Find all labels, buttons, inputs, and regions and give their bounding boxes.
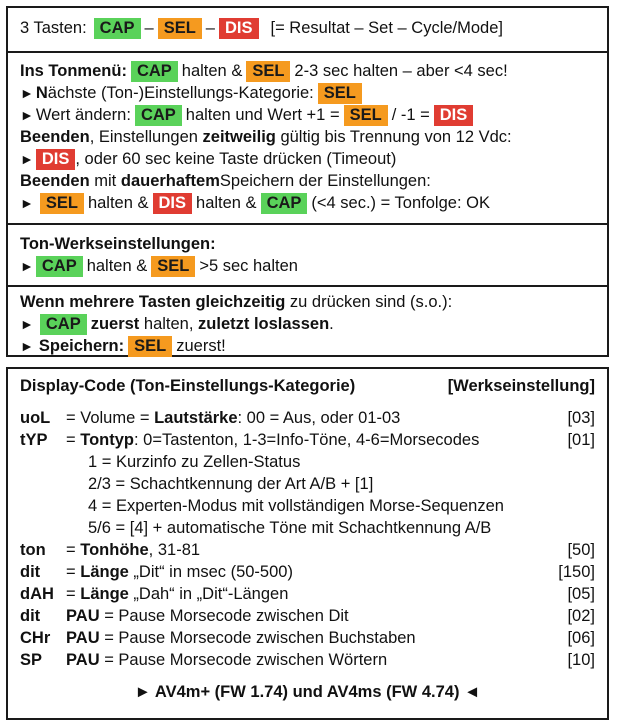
description <box>66 583 567 605</box>
text: Länge <box>80 585 129 603</box>
sel-button: SEL <box>246 61 290 82</box>
code-row <box>20 407 595 429</box>
text: zu drücken sind (s.o.): <box>285 293 453 311</box>
arrow-icon: ► <box>20 85 34 101</box>
text: 2/3 = Schachtkennung der Art A/B + [1] <box>88 475 374 493</box>
text: . <box>329 315 334 333</box>
description <box>66 627 567 649</box>
menu-heading: Ins Tonmenü: <box>20 62 127 80</box>
text: gültig bis Trennung von 12 Vdc: <box>275 128 512 146</box>
arrow-icon: ► <box>20 316 34 332</box>
dash: – <box>144 19 154 37</box>
description <box>66 429 567 451</box>
text: halten & <box>181 62 243 80</box>
text: zuerst! <box>176 337 226 355</box>
text: ächste (Ton-)Einstellungs-Kategorie: <box>47 84 314 102</box>
multi-section <box>8 285 607 355</box>
text: gleichzeitig <box>195 293 286 311</box>
code-row <box>20 605 595 627</box>
text: : 0=Tastenton, 1-3=Info-Töne, 4-6=Morsecodes <box>134 431 480 449</box>
code-row <box>20 583 595 605</box>
menu-line-6 <box>20 170 595 192</box>
text: PAU <box>66 629 100 647</box>
dis-button: DIS <box>219 18 259 39</box>
code: CHr <box>20 629 51 647</box>
sub-item <box>20 451 595 473</box>
value: [05] <box>567 585 595 603</box>
cap-button: CAP <box>94 18 141 39</box>
menu-line-1 <box>20 60 595 82</box>
factory-section <box>8 223 607 285</box>
dis-button: DIS <box>434 105 474 126</box>
value: [03] <box>567 409 595 427</box>
text: Ton-Werkseinstellungen: <box>20 235 216 253</box>
display-title-row <box>20 375 595 397</box>
text: zuletzt loslassen <box>198 315 330 333</box>
sub-item <box>20 473 595 495</box>
text: Speichern der Einstellungen: <box>219 172 431 190</box>
factory-line <box>20 255 595 277</box>
text: halten und Wert +1 = <box>185 106 340 124</box>
arrow-icon: ► <box>20 338 34 354</box>
text: = <box>66 431 81 449</box>
text: PAU <box>66 607 100 625</box>
value: [06] <box>567 629 595 647</box>
arrow-icon: ► <box>20 151 34 167</box>
text: 4 = Experten-Modus mit vollständigen Morse-Sequenzen <box>88 497 504 515</box>
value: [150] <box>558 563 595 581</box>
dash: – <box>205 19 215 37</box>
text: , 31-81 <box>148 541 201 559</box>
menu-line-7 <box>20 192 595 214</box>
text: „Dit“ in msec (50-500) <box>128 563 293 581</box>
text: N <box>35 84 48 102</box>
code: dAH <box>20 585 54 603</box>
text: , Einstellungen <box>89 128 203 146</box>
text: Lautstärke <box>154 409 238 427</box>
footer-text: ► AV4m+ (FW 1.74) und AV4ms (FW 4.74) ◄ <box>134 683 481 701</box>
text: Wert ändern: <box>35 106 131 124</box>
description <box>66 649 567 671</box>
code: SP <box>20 651 43 669</box>
code-row <box>20 649 595 671</box>
text: 1 = Kurzinfo zu Zellen-Status <box>88 453 301 471</box>
footer-line <box>20 681 595 703</box>
sub-item <box>20 517 595 539</box>
text: halten & <box>87 194 149 212</box>
code: dit <box>20 607 41 625</box>
code-row <box>20 429 595 451</box>
sub-item <box>20 495 595 517</box>
multi-line-1 <box>20 291 595 313</box>
text: zeitweilig <box>202 128 276 146</box>
description <box>66 407 567 429</box>
text: = Pause Morsecode zwischen Wörtern <box>99 651 388 669</box>
instructions-box <box>6 6 609 357</box>
code: ton <box>20 541 46 559</box>
code: tYP <box>20 431 48 449</box>
value: [01] <box>567 431 595 449</box>
text: = Pause Morsecode zwischen Dit <box>99 607 349 625</box>
factory-title <box>20 233 595 255</box>
sel-button: SEL <box>344 105 388 126</box>
cap-button: CAP <box>261 193 308 214</box>
cap-button: CAP <box>36 256 83 277</box>
legend-text: [= Resultat – Set – Cycle/Mode] <box>270 19 503 37</box>
text: Beenden <box>20 128 90 146</box>
header-line <box>20 17 595 39</box>
text: „Dah“ in „Dit“-Längen <box>128 585 289 603</box>
dis-button: DIS <box>36 149 76 170</box>
code-rows-1 <box>20 407 595 451</box>
value: [50] <box>567 541 595 559</box>
text: Länge <box>80 563 129 581</box>
text: Wenn mehrere Tasten <box>20 293 196 311</box>
text: 5/6 = [4] + automatische Töne mit Schachtkennung A/B <box>88 519 492 537</box>
header-lead: 3 Tasten: <box>20 19 87 37</box>
value: [10] <box>567 651 595 669</box>
text: halten & <box>196 194 257 212</box>
code-row <box>20 627 595 649</box>
code-row <box>20 539 595 561</box>
cap-button: CAP <box>135 105 182 126</box>
menu-line-4 <box>20 126 595 148</box>
text: halten, <box>139 315 199 333</box>
text: = Volume = <box>66 409 155 427</box>
arrow-icon: ► <box>20 195 34 211</box>
code: dit <box>20 563 41 581</box>
text: Beenden <box>20 172 90 190</box>
menu-line-2 <box>20 82 595 104</box>
text: , oder 60 sec keine Taste drücken (Timeout) <box>75 150 397 168</box>
text: >5 sec halten <box>199 257 298 275</box>
text: Tontyp <box>80 431 134 449</box>
code-row <box>20 561 595 583</box>
text: Tonhöhe <box>80 541 149 559</box>
text: = Pause Morsecode zwischen Buchstaben <box>99 629 416 647</box>
display-code-box <box>6 367 609 720</box>
header-section <box>8 8 607 51</box>
text: zuerst <box>90 315 140 333</box>
cap-button: CAP <box>40 314 87 335</box>
text: : 00 = Aus, oder 01-03 <box>237 409 401 427</box>
text: = <box>66 541 81 559</box>
multi-line-3 <box>20 335 595 357</box>
text: = <box>66 585 81 603</box>
menu-line-5 <box>20 148 595 170</box>
arrow-icon: ► <box>20 258 34 274</box>
text: 2-3 sec halten – aber <4 sec! <box>294 62 508 80</box>
arrow-icon: ► <box>20 107 34 123</box>
text: PAU <box>66 651 100 669</box>
sel-button: SEL <box>128 336 172 357</box>
code: uoL <box>20 409 51 427</box>
sel-button: SEL <box>318 83 362 104</box>
text: mit <box>89 172 121 190</box>
multi-line-2 <box>20 313 595 335</box>
factory-label: [Werkseinstellung] <box>447 377 595 395</box>
cap-button: CAP <box>131 61 178 82</box>
menu-section <box>8 51 607 223</box>
text: / -1 = <box>391 106 430 124</box>
description <box>66 605 567 627</box>
sel-button: SEL <box>151 256 195 277</box>
display-title: Display-Code (Ton-Einstellungs-Kategorie) <box>20 377 356 395</box>
text: = <box>66 563 81 581</box>
text: dauerhaftem <box>120 172 220 190</box>
sel-button: SEL <box>40 193 84 214</box>
sel-button: SEL <box>158 18 202 39</box>
menu-line-3 <box>20 104 595 126</box>
text: (<4 sec.) = Tonfolge: OK <box>311 194 490 212</box>
text: Speichern: <box>38 337 125 355</box>
value: [02] <box>567 607 595 625</box>
dis-button: DIS <box>153 193 193 214</box>
description <box>66 561 558 583</box>
text: halten & <box>86 257 148 275</box>
description <box>66 539 567 561</box>
